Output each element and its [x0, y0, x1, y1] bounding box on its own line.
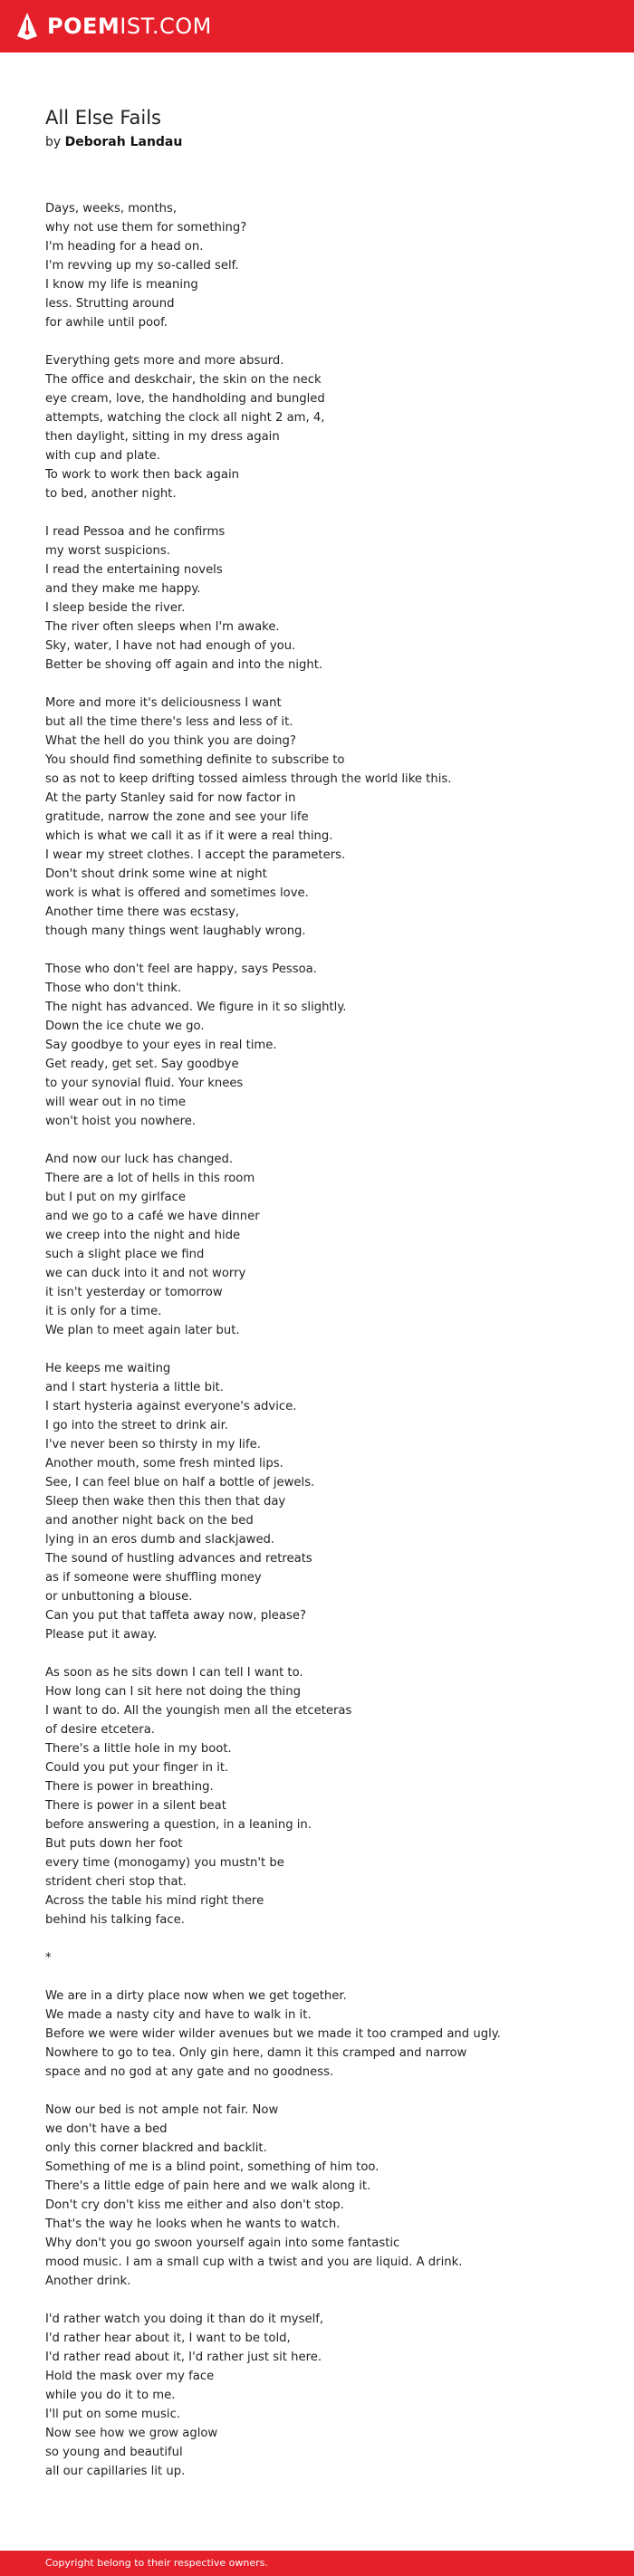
stanza-break [45, 1968, 607, 1987]
stanza [45, 1150, 607, 1340]
poem-line: such a slight place we find [45, 1248, 205, 1261]
poem-line: Get ready, get set. Say goodbye [45, 1058, 239, 1071]
poem-line: Now our bed is not ample not fair. Now [45, 2103, 279, 2117]
poem-line: with cup and plate. [45, 449, 160, 463]
poem-line: See, I can feel blue on half a bottle of jewels. [45, 1476, 315, 1489]
poem-line: I sleep beside the river. [45, 601, 186, 615]
poem-line: and another night back on the bed [45, 1514, 254, 1527]
poem-line: As soon as he sits down I can tell I want to. [45, 1666, 303, 1680]
stanza [45, 1987, 607, 2082]
poem-line: it is only for a time. [45, 1305, 162, 1318]
stanza-break [45, 1131, 607, 1150]
copyright-notice: Copyright belong to their respective owners. [45, 2557, 268, 2569]
poem-line: Don't shout drink some wine at night [45, 867, 267, 881]
poem-line: we can duck into it and not worry [45, 1267, 246, 1280]
poem-line: Hold the mask over my face [45, 2370, 215, 2383]
poem-line: Say goodbye to your eyes in real time. [45, 1039, 277, 1052]
poem-line: Sleep then wake then this then that day [45, 1495, 286, 1508]
poem-line: we creep into the night and hide [45, 1229, 241, 1242]
poem-line: mood music. I am a small cup with a twist and you are liquid. A drink. [45, 2255, 463, 2269]
poem-line: so as not to keep drifting tossed aimless through the world like this. [45, 772, 452, 786]
poem-line: and I start hysteria a little bit. [45, 1381, 224, 1394]
poem-line: as if someone were shuffling money [45, 1571, 262, 1585]
poem-line: Please put it away. [45, 1628, 158, 1642]
poem-line: Don't cry don't kiss me either and also don't stop. [45, 2198, 344, 2212]
poem-line: How long can I sit here not doing the thing [45, 1685, 301, 1699]
poem-line: But puts down her foot [45, 1837, 183, 1851]
poem-line: to your synovial fluid. Your knees [45, 1077, 244, 1090]
stanza-break [45, 675, 607, 694]
poem-line: space and no god at any gate and no goodness. [45, 2065, 334, 2079]
poem-line: There are a lot of hells in this room [45, 1172, 255, 1185]
poem-line: Another time there was ecstasy, [45, 905, 240, 919]
poem-line: Those who don't feel are happy, says Pessoa. [45, 962, 317, 976]
poem-line: then daylight, sitting in my dress again [45, 430, 280, 444]
poem-line: while you do it to me. [45, 2389, 176, 2402]
poem-line: every time (monogamy) you mustn't be [45, 1856, 284, 1870]
poem-line: Down the ice chute we go. [45, 1020, 205, 1033]
stanza [45, 2101, 607, 2291]
poem-line: Sky, water, I have not had enough of you. [45, 639, 296, 653]
poem-title: All Else Fails [45, 107, 161, 129]
poem-line: There's a little hole in my boot. [45, 1742, 232, 1756]
poem-line: Days, weeks, months, [45, 202, 178, 215]
stanza-break [45, 332, 607, 351]
poem-line: I'd rather read about it, I'd rather just sit here. [45, 2351, 322, 2364]
poem-line: and they make me happy. [45, 582, 201, 596]
site-logo[interactable] [16, 13, 212, 40]
poem-line: which is what we call it as if it were a real thing. [45, 829, 333, 843]
poem-line: We are in a dirty place now when we get together. [45, 1989, 347, 2003]
poem-line: Before we were wider wilder avenues but we made it too cramped and ugly. [45, 2027, 501, 2041]
logo-text-strong: POEM [47, 14, 120, 39]
poem-line: it isn't yesterday or tomorrow [45, 1286, 223, 1299]
poem-line: Why don't you go swoon yourself again into some fantastic [45, 2236, 400, 2250]
poem-line: You should find something definite to subscribe to [45, 753, 345, 767]
poem-line: though many things went laughably wrong. [45, 924, 306, 938]
poem-line: I'm heading for a head on. [45, 240, 204, 254]
poem-line: eye cream, love, the handholding and bungled [45, 392, 325, 406]
by-label: by [45, 135, 62, 149]
poem-line: * [45, 1951, 52, 1965]
byline [45, 135, 182, 149]
poem-line: I'll put on some music. [45, 2408, 181, 2421]
poem-line: all our capillaries lit up. [45, 2465, 186, 2478]
poem-line: I'd rather hear about it, I want to be told, [45, 2332, 291, 2345]
poem-line: to bed, another night. [45, 487, 177, 501]
stanza [45, 1949, 607, 1968]
stanza-break [45, 941, 607, 960]
poem-line: Everything gets more and more absurd. [45, 354, 284, 368]
poem-line: behind his talking face. [45, 1913, 185, 1927]
stanza [45, 1359, 607, 1644]
poem-line: The office and deskchair, the skin on the neck [45, 373, 322, 387]
poem-body [45, 199, 607, 2481]
poem-line: I know my life is meaning [45, 278, 198, 292]
stanza-break [45, 2291, 607, 2310]
stanza [45, 1663, 607, 1930]
poem-line: gratitude, narrow the zone and see your life [45, 810, 309, 824]
poem-line: Better be shoving off again and into the night. [45, 658, 323, 672]
poem-line: The sound of hustling advances and retreats [45, 1552, 312, 1566]
poem-line: will wear out in no time [45, 1096, 186, 1109]
site-header [0, 0, 634, 53]
stanza-break [45, 503, 607, 522]
poem-line: for awhile until poof. [45, 316, 168, 330]
stanza [45, 694, 607, 941]
poem-line: Nowhere to go to tea. Only gin here, damn it this cramped and narrow [45, 2046, 467, 2060]
stanza [45, 351, 607, 503]
poem-line: only this corner blackred and backlit. [45, 2141, 267, 2155]
poem-line: strident cheri stop that. [45, 1875, 187, 1889]
poem-line: I go into the street to drink air. [45, 1419, 228, 1432]
poem-line: I read Pessoa and he confirms [45, 525, 226, 539]
poem-line: There's a little edge of pain here and we walk along it. [45, 2179, 371, 2193]
poem-line: There is power in breathing. [45, 1780, 214, 1794]
author-link[interactable]: Deborah Landau [64, 135, 183, 149]
poem-line: we don't have a bed [45, 2122, 168, 2136]
poem-line: There is power in a silent beat [45, 1799, 226, 1813]
poem-line: work is what is offered and sometimes love. [45, 886, 309, 900]
poem-line: Across the table his mind right there [45, 1894, 264, 1908]
poem-line: but I put on my girlface [45, 1191, 186, 1204]
poem-line: That's the way he looks when he wants to watch. [45, 2217, 341, 2231]
pen-nib-icon [16, 13, 38, 40]
poem-line: so young and beautiful [45, 2446, 183, 2459]
poem-line: Now see how we grow aglow [45, 2427, 218, 2440]
poem-line: Another drink. [45, 2274, 131, 2288]
poem-line: attempts, watching the clock all night 2 am, 4, [45, 411, 325, 425]
poem-line: What the hell do you think you are doing? [45, 734, 296, 748]
poem-line: Those who don't think. [45, 982, 182, 995]
poem-line: Another mouth, some fresh minted lips. [45, 1457, 283, 1470]
stanza-break [45, 2082, 607, 2101]
poem-line: More and more it's deliciousness I want [45, 696, 282, 710]
poem-line: Something of me is a blind point, something of him too. [45, 2160, 379, 2174]
poem-line: or unbuttoning a blouse. [45, 1590, 193, 1604]
poem-line: I start hysteria against everyone's advice. [45, 1400, 297, 1413]
poem-line: less. Strutting around [45, 297, 175, 311]
poem-line: why not use them for something? [45, 221, 247, 235]
stanza [45, 199, 607, 332]
poem-line: I wear my street clothes. I accept the parameters. [45, 848, 346, 862]
poem-line: The river often sleeps when I'm awake. [45, 620, 280, 634]
poem-line: before answering a question, in a leaning in. [45, 1818, 312, 1832]
stanza-break [45, 1930, 607, 1949]
poem-line: I'm revving up my so-called self. [45, 259, 239, 273]
stanza [45, 522, 607, 675]
poem-line: We made a nasty city and have to walk in it. [45, 2008, 312, 2022]
poem-line: At the party Stanley said for now factor in [45, 791, 296, 805]
poem-line: of desire etcetera. [45, 1723, 155, 1737]
site-footer [0, 2551, 634, 2576]
stanza [45, 960, 607, 1131]
poem-line: but all the time there's less and less of it. [45, 715, 293, 729]
stanza [45, 2310, 607, 2481]
poem-line: lying in an eros dumb and slackjawed. [45, 1533, 275, 1547]
poem-line: Can you put that taffeta away now, please? [45, 1609, 306, 1623]
poem-line: The night has advanced. We figure in it so slightly. [45, 1001, 347, 1014]
poem-line: my worst suspicions. [45, 544, 170, 558]
poem-line: I'd rather watch you doing it than do it myself, [45, 2313, 324, 2326]
stanza-break [45, 1340, 607, 1359]
poem-line: won't hoist you nowhere. [45, 1115, 197, 1128]
poem-line: and we go to a café we have dinner [45, 1210, 260, 1223]
logo-text-light: IST.COM [120, 14, 212, 39]
poem-line: To work to work then back again [45, 468, 239, 482]
poem-line: We plan to meet again later but. [45, 1324, 240, 1337]
poem-line: He keeps me waiting [45, 1362, 171, 1375]
poem-line: I read the entertaining novels [45, 563, 223, 577]
poem-line: And now our luck has changed. [45, 1153, 234, 1166]
poem-line: I've never been so thirsty in my life. [45, 1438, 261, 1451]
poem-line: Could you put your finger in it. [45, 1761, 229, 1775]
stanza-break [45, 1644, 607, 1663]
poem-line: I want to do. All the youngish men all the etceteras [45, 1704, 352, 1718]
